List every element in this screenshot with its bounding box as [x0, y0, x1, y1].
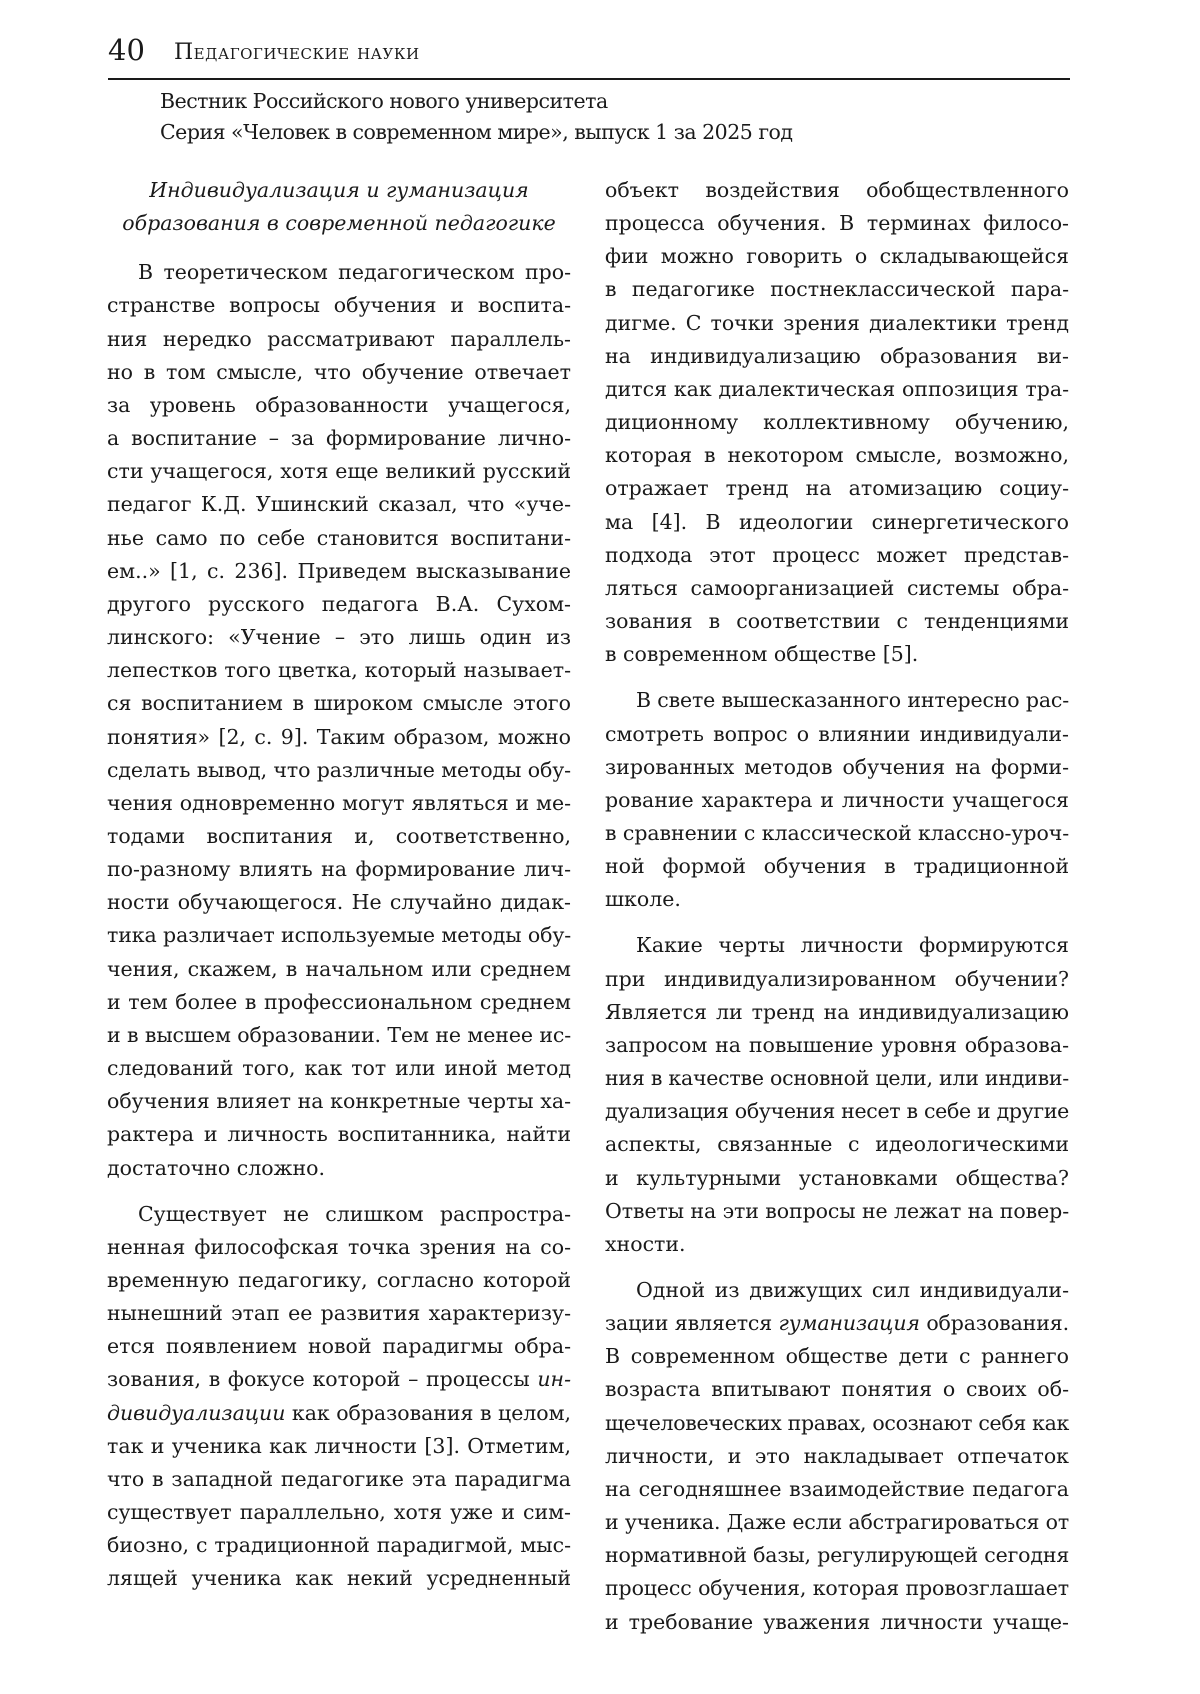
paragraph: [605, 929, 1069, 1261]
text-line: диционному коллективному обучению,: [605, 410, 1069, 435]
text-line: другого русского педагога В.А. Сухом-: [107, 591, 571, 616]
text-line: Какие черты личности формируются: [636, 933, 1069, 958]
text-line: В современном обществе дети с раннего: [605, 1344, 1069, 1369]
text-line: существует параллельно, хотя уже и сим-: [107, 1500, 571, 1525]
journal-series: Серия «Человек в современном мире», выпуск 1 за 2025 год: [160, 120, 793, 144]
text-line: дигме. С точки зрения диалектики тренд: [605, 310, 1069, 335]
text-line: по-разному влиять на формирование лич-: [107, 857, 571, 882]
text-line: сделать вывод, что различные методы обу-: [107, 757, 571, 782]
text-line: отражает тренд на атомизацию социу-: [605, 476, 1069, 501]
text-line: чения одновременно могут являться и ме-: [107, 790, 571, 815]
text-line: ной формой обучения в традиционной: [605, 854, 1069, 879]
text-line: которая в некотором смысле, возможно,: [605, 443, 1069, 468]
text-line: ся воспитанием в широком смысле этого: [107, 691, 571, 716]
article-title-line: Индивидуализация и гуманизация: [149, 178, 529, 202]
text-line: ния нередко рассматривают параллель-: [107, 326, 571, 351]
text-line: линского: «Учение – это лишь один из: [107, 625, 571, 650]
text-line: процесса обучения. В терминах филосо-: [605, 211, 1069, 236]
italic-term: дивидуализации: [107, 1400, 286, 1425]
text-line: зования в соответствии с тенденциями: [605, 609, 1069, 634]
text-line: в педагогике постнеклассической пара-: [605, 277, 1069, 302]
text-line: ма [4]. В идеологии синергетического: [605, 509, 1069, 534]
text-line: временную педагогику, согласно которой: [107, 1268, 571, 1292]
text-line: и культурными установками общества?: [605, 1165, 1069, 1190]
text-line: [107, 1363, 571, 1396]
text-line: рование характера и личности учащегося: [605, 787, 1069, 812]
text-line: нье само по себе становится воспитани-: [107, 525, 571, 550]
text-line: так и ученика как личности [3]. Отметим,: [107, 1433, 571, 1458]
text-line: Является ли тренд на индивидуализацию: [605, 999, 1069, 1024]
text-line: ем..» [1, с. 236]. Приведем высказывание: [107, 558, 571, 583]
journal-name: Вестник Российского нового университета: [160, 89, 608, 113]
journal-info: [160, 86, 1060, 148]
paragraph: [605, 684, 1069, 916]
left-column: [107, 174, 571, 1609]
text-line: лепестков того цветка, который называет-: [107, 658, 571, 683]
text-line: личности, и это накладывает отпечаток: [605, 1443, 1069, 1468]
text-line: за уровень образованности учащегося,: [107, 392, 571, 417]
text-line: объект воздействия обобществленного: [605, 178, 1069, 202]
text-line: Существует не слишком распростра-: [138, 1201, 571, 1226]
text-line: зированных методов обучения на форми-: [605, 754, 1069, 779]
text-line: и в высшем образовании. Тем не менее ис-: [107, 1022, 572, 1047]
text-line: на индивидуализацию образования ви-: [605, 343, 1069, 368]
italic-term: ин-: [537, 1367, 571, 1392]
text-line: странстве вопросы обучения и воспита-: [107, 293, 571, 318]
paragraph: [107, 1198, 571, 1596]
text-line: процесс обучения, которая провозглашает: [605, 1576, 1069, 1601]
article-title: [107, 174, 571, 240]
text-line: что в западной педагогике эта парадигма: [107, 1466, 571, 1491]
running-header: [108, 30, 1070, 80]
text-line: щечеловеческих правах, осознают себя как: [605, 1410, 1069, 1435]
text-line: обучения влияет на конкретные черты ха-: [107, 1089, 571, 1114]
text-line: и ученика. Даже если абстрагироваться от: [605, 1510, 1070, 1535]
text-line: биозно, с традиционной парадигмой, мыс-: [107, 1533, 571, 1558]
text-line: в современном обществе [5].: [605, 642, 919, 667]
text-line: возраста впитывают понятия о своих об-: [605, 1377, 1069, 1402]
text-segment: зования, в фокусе которой – процессы: [107, 1367, 538, 1392]
text-line: следований того, как тот или иной метод: [107, 1056, 571, 1081]
text-line: ния в качестве основной цели, или индиви-: [605, 1066, 1069, 1091]
text-line: подхода этот процесс может представ-: [605, 542, 1069, 567]
text-line: В теоретическом педагогическом про-: [138, 260, 571, 285]
text-line: нынешний этап ее развития характеризу-: [107, 1301, 571, 1326]
text-segment: зации является: [605, 1311, 779, 1336]
text-line: Одной из движущих сил индивидуали-: [636, 1278, 1069, 1302]
text-line: хности.: [605, 1231, 686, 1256]
text-line: но в том смысле, что обучение отвечает: [107, 359, 571, 384]
text-line: фии можно говорить о складывающейся: [605, 244, 1069, 269]
text-line: ненная философская точка зрения на со-: [107, 1234, 571, 1259]
right-column: [605, 174, 1069, 1652]
text-line: В свете вышесказанного интересно рас-: [636, 688, 1069, 713]
text-line: а воспитание – за формирование лично-: [107, 426, 571, 451]
text-line: понятия» [2, с. 9]. Таким образом, можно: [107, 724, 571, 749]
text-line: педагог К.Д. Ушинский сказал, что «уче-: [107, 492, 571, 517]
text-line: [605, 1307, 1069, 1340]
text-line: ности обучающегося. Не случайно дидак-: [107, 890, 571, 915]
paragraph: [107, 256, 571, 1184]
page-number: 40: [108, 33, 145, 67]
text-line: тика различает используемые методы обу-: [107, 923, 572, 948]
section-title: Педагогические науки: [174, 40, 420, 65]
text-line: на сегодняшнее взаимодействие педагога: [605, 1476, 1069, 1501]
text-line: нормативной базы, регулирующей сегодня: [605, 1543, 1070, 1568]
text-line: сти учащегося, хотя еще великий русский: [107, 459, 571, 484]
text-line: смотреть вопрос о влиянии индивидуали-: [605, 721, 1069, 746]
italic-term: гуманизация: [778, 1311, 920, 1336]
text-segment: как образования в целом,: [285, 1400, 571, 1425]
text-line: лящей ученика как некий усредненный: [107, 1566, 571, 1591]
text-segment: образования.: [919, 1311, 1069, 1336]
text-line: в сравнении с классической классно-уроч-: [605, 820, 1070, 845]
text-line: дится как диалектическая оппозиция тра-: [605, 376, 1069, 401]
text-line: [107, 1397, 571, 1430]
text-line: ляться самоорганизацией системы обра-: [605, 575, 1069, 600]
text-line: чения, скажем, в начальном или среднем: [107, 956, 571, 981]
paragraph: [605, 1274, 1069, 1639]
text-line: рактера и личность воспитанника, найти: [107, 1122, 571, 1147]
text-line: дуализация обучения несет в себе и другие: [605, 1099, 1069, 1124]
article-title-line: образования в современной педагогике: [122, 211, 556, 236]
text-line: и тем более в профессиональном среднем: [107, 989, 571, 1014]
text-line: школе.: [605, 887, 681, 912]
text-line: тодами воспитания и, соответственно,: [107, 823, 571, 848]
text-line: и требование уважения личности учаще-: [605, 1609, 1069, 1634]
text-line: аспекты, связанные с идеологическими: [605, 1132, 1069, 1157]
text-line: при индивидуализированном обучении?: [605, 966, 1069, 991]
paragraph: [605, 174, 1069, 671]
text-line: Ответы на эти вопросы не лежат на повер-: [605, 1198, 1070, 1223]
text-line: ется появлением новой парадигмы обра-: [107, 1334, 571, 1359]
text-line: достаточно сложно.: [107, 1155, 325, 1180]
text-line: запросом на повышение уровня образова-: [605, 1032, 1069, 1057]
